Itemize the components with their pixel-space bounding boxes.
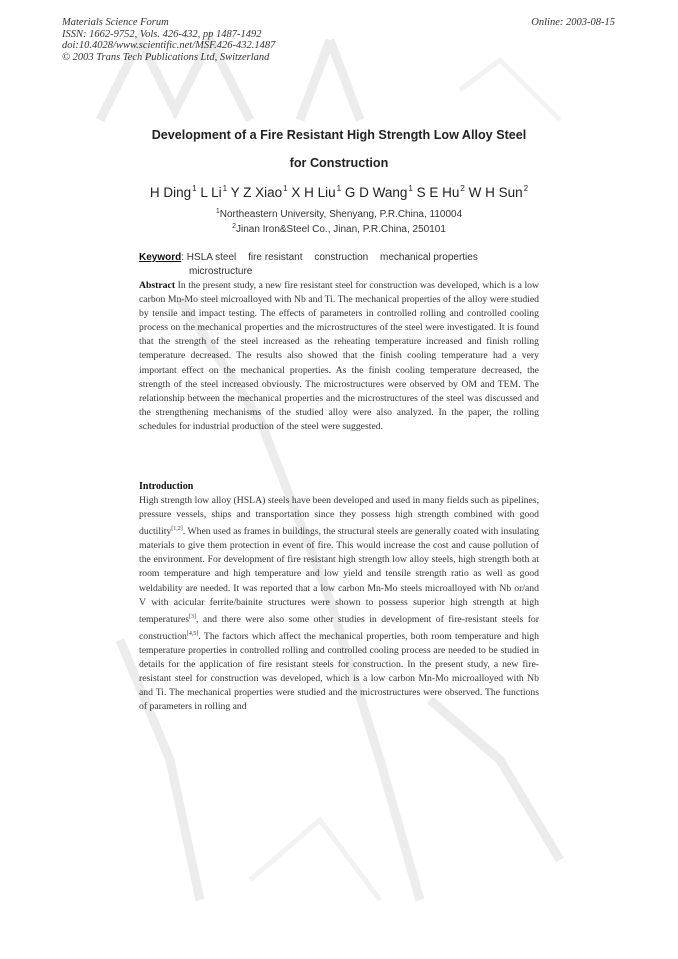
- online-date: Online: 2003-08-15: [531, 17, 615, 28]
- abstract-label: Abstract: [139, 280, 176, 291]
- author-list: [100, 184, 578, 200]
- keywords: Keyword: HSLA steel fire resistant construction mechanical properties microstructure: [139, 252, 478, 277]
- affiliation-2: $^2$Jinan Iron&Steel Co., Jinan, P.R.China, 250101: [232, 223, 446, 235]
- issn-line: ISSN: 1662-9752, Vols. 426-432, pp 1487-1492: [62, 28, 262, 40]
- author: W H Sun$^2$: [468, 184, 529, 200]
- abstract: [139, 279, 539, 434]
- keyword-item: HSLA steel: [186, 252, 237, 263]
- keyword-item: construction: [314, 252, 369, 263]
- keyword-item: fire resistant: [248, 252, 303, 263]
- affiliation-1: $^1$Northeastern University, Shenyang, P.R.China, 110004: [215, 208, 463, 220]
- paper-title-line-1: Development of a Fire Resistant High Strength Low Alloy Steel: [151, 128, 527, 142]
- introduction-heading: Introduction: [139, 481, 194, 492]
- paper-title-line-2: for Construction: [289, 156, 389, 170]
- citation: [3]: [189, 613, 197, 620]
- citation: [1,2]: [171, 526, 183, 533]
- author: X H Liu$^1$: [291, 184, 342, 200]
- abstract-text: In the present study, a new fire resistant steel for construction was developed, which is a low carbon Mn-Mo steel microalloyed with Nb and Ti. The mechanical properties of the alloy were studied by tensile and impact testing. The effects of parameters in controlled rolling and controlled cooling process on the mechanical properties and the microstructures of the steel were investigated. It is found that the strength of the steel increased as the reheating temperature increased and finish rolling temperature decreased. The results also showed that the finish cooling temperature had a very important effect on the mechanical properties. As the finish cooling temperature decreased, the strength of the steel increased obviously. The microstructures were observed by OM and TEM. The relationship between the mechanical properties and the microstructures of the steel was discussed and the strengthening mechanisms of the studied alloy were also analyzed. In the paper, the rolling schedules for industrial production of the steel were suggested.: [139, 280, 539, 432]
- copyright-line: © 2003 Trans Tech Publications Ltd, Switzerland: [62, 51, 270, 63]
- author: Y Z Xiao$^1$: [230, 184, 288, 200]
- citation: [4,5]: [186, 630, 199, 637]
- author: S E Hu$^2$: [416, 184, 465, 200]
- journal-name: Materials Science Forum: [62, 17, 169, 28]
- doi-line: doi:10.4028/www.scientific.net/MSF.426-432.1487: [62, 40, 276, 51]
- keyword-label: Keyword: [139, 252, 182, 263]
- author: L Li$^1$: [200, 184, 228, 200]
- journal-header: [62, 17, 275, 63]
- keyword-item: mechanical properties: [380, 252, 478, 263]
- author: H Ding$^1$: [149, 184, 197, 200]
- introduction-body: High strength low alloy (HSLA) steels have been developed and used in many fields such as pipelines, pressure vessels, ships and transportation since they possess high strength combined with good ductility[1,2]. When used as frames in buildings, the structural steels are generally coated with insulating materials to give them protection in event of fire. This would increase the cost and cause pollution of the environment. For development of fire resistant high strength low alloy steels, high strength both at room temperature and high temperature and low yield and tensile strength ratio as well as good weldability are needed. It was reported that a low carbon Mn-Mo steels microalloyed with Nb or/and V with acicular ferrite/bainite structures were shown to possess superior high strength at high temperatures[3], and there were also some other studies in development of fire-resistant steels for construction[4,5]. The factors which affect the mechanical properties, both room temperature and high temperature properties in controlled rolling and controlled cooling process are needed to be studied in details for the application of fire resistant steels for construction. In the present study, a new fire-resistant steel for construction was developed, which is a low carbon Mn-Mo microalloyed with Nb and Ti. The mechanical properties were studied and the microstructures were observed. The functions of parameters in rolling and: [139, 495, 539, 713]
- keyword-item: microstructure: [189, 266, 253, 277]
- author: G D Wang$^1$: [344, 184, 413, 200]
